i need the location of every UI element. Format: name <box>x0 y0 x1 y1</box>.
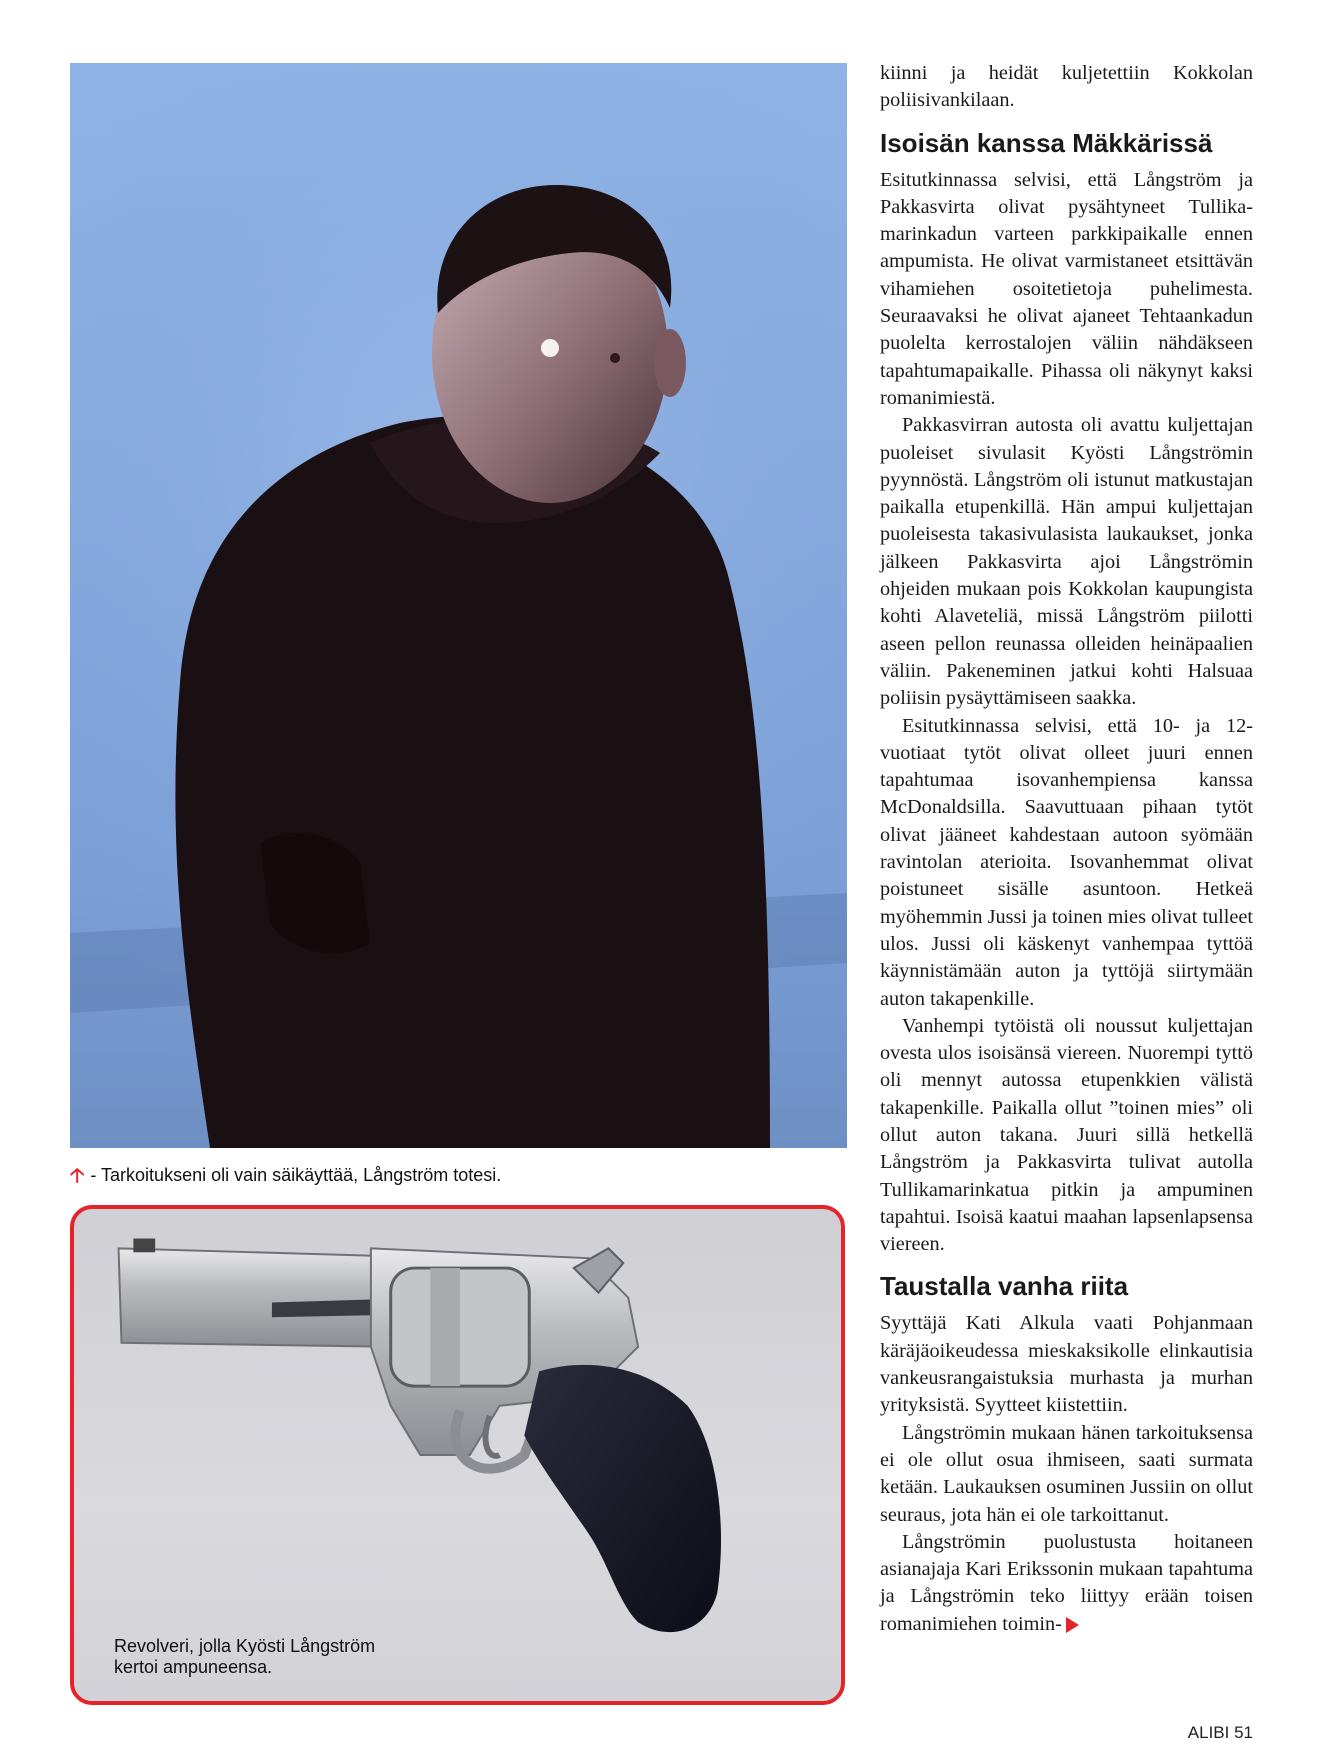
article-paragraph-5: Syyttäjä Kati Alkula vaati Pohjanmaan käräjäoikeudessa mieskaksikolle elinkautisia vankeusrangaistuksia murhasta ja murhan yrityksistä. Syytteet kiistettiin. <box>880 1312 1253 1417</box>
article-paragraph-7-text: Långströmin puolustusta hoitaneen asianajaja Kari Erikssonin mukaan tapahtuma ja Långströmin teko liittyy erään toisen romanimiehen toimin- <box>880 1530 1253 1635</box>
person-photo-caption-text: - Tarkoitukseni oli vain säikäyttää, Långström totesi. <box>90 1165 502 1185</box>
revolver-caption-line-2: kertoi ampuneensa. <box>114 1657 273 1677</box>
article-column <box>880 60 1253 1638</box>
subheading-isoisan: Isoisän kanssa Mäkkärissä <box>880 127 1213 158</box>
subheading-taustalla: Taustalla vanha riita <box>880 1271 1129 1302</box>
article-paragraph-7 <box>880 1529 1253 1638</box>
revolver-caption-line-1: Revolveri, jolla Kyösti Långström <box>114 1636 376 1656</box>
person-photo <box>70 63 847 1148</box>
article-paragraph-4: Vanhempi tytöistä oli noussut kuljettajan ovesta ulos isoisänsä viereen. Nuorempi tyttö oli mennyt autossa etupenkkien välistä takapenkille. Paikalla ollut ”toinen mies” oli ollut auton takana. Juuri sillä hetkellä Långström ja Pakkasvirta tulivat autolla Tullikamarinkatua pitkin ja ampuminen tapahtui. Isoisä kaatui maahan lapsenlapsensa viereen. <box>880 1014 1253 1256</box>
triangle-right-icon <box>1066 1617 1079 1633</box>
article-intro-paragraph: kiinni ja heidät kuljetettiin Kokkolan poliisivankilaan. <box>880 62 1253 112</box>
person-photo-illustration <box>70 63 847 1148</box>
article-paragraph-2: Pakkasvirran autosta oli avattu kuljettajan puoleiset sivulasit Kyösti Långströmin pyynnöstä. Långström oli istunut matkustajan paikalla etupenkillä. Hän ampui kuljettajan puoleisesta takasivulasista laukaukset, jonka jälkeen Pakkasvirta ajoi Långströmin ohjeiden mukaan pois Kokkolan kaupungista kohti Alaveteliä, missä Långström piilotti aseen pellon reunassa olleiden heinäpaalien väliin. Pakeneminen jatkui kohti Halsuaa poliisin pysäyttämiseen saakka. <box>880 414 1253 710</box>
article-paragraph-3: Esitutkinnassa selvisi, että 10- ja 12-vuotiaat tytöt olivat olleet juuri ennen tapahtumaa isovanhempiensa kanssa McDonaldsilla. Saavuttuaan pihaan tytöt olivat jääneet kahdestaan autoon syömään ravintolan aterioita. Isovanhemmat olivat poistuneet sisälle asuntoon. Hetkeä myöhemmin Jussi ja toinen mies olivat tulleet ulos. Jussi oli käskenyt vanhempaa tyttöä käynnistämään auton ja tyttöjä siirtymään auton takapenkille. <box>880 714 1253 1010</box>
person-photo-caption <box>70 1165 847 1186</box>
page-number: ALIBI 51 <box>1187 1723 1253 1742</box>
arrow-up-icon: 🡡 <box>70 1164 85 1187</box>
revolver-photo <box>70 1205 845 1705</box>
article-paragraph-6: Långströmin mukaan hänen tarkoituksensa ei ole ollut osua ihmiseen, saati surmata ketään. Laukauksen osuminen Jussiin on ollut seuraus, jota hän ei ole tarkoittanut. <box>880 1421 1253 1526</box>
revolver-illustration <box>74 1209 841 1701</box>
article-paragraph-1: Esitutkinnassa selvisi, että Långström ja Pakkasvirta olivat pysähtyneet Tullikamarinkadun varteen parkkipaikalle ennen ampumista. He olivat varmistaneet etsittävän vihamiehen osoitetietoja puhelimesta. Seuraavaksi he olivat ajaneet Tehtaankadun puolelta kerrostalojen väliin nähdäkseen tapahtumapaikalle. Pihassa oli näkynyt kaksi romanimiestä. <box>880 168 1253 409</box>
revolver-photo-caption <box>114 1636 434 1678</box>
